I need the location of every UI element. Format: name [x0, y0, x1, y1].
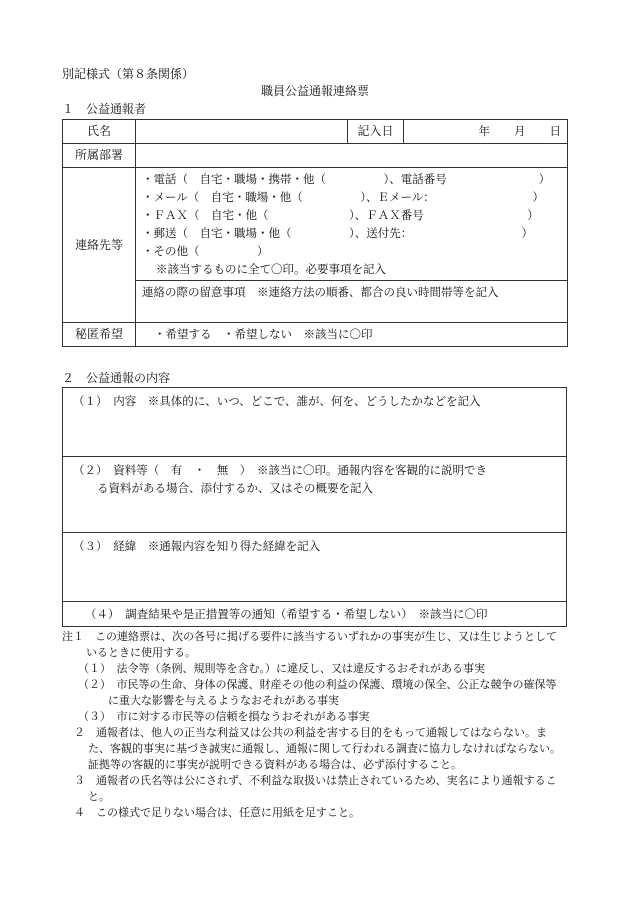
entry-date-label: 記入日 [348, 120, 404, 144]
content-instruction: （１） 内容 ※具体的に、いつ、どこで、誰が、何を、どうしたかなどを記入 [73, 394, 481, 408]
note-4: ４ この様式で足りない場合は、任意に用紙を足すこと。 [74, 806, 360, 819]
note-1: 注１ この連絡票は、次の各号に掲げる要件に該当するいずれかの事実が生じ、又は生じようとしているときに使用する。 [62, 630, 557, 659]
contact-email: ・メール（ 自宅・職場・他（ ）、Ｅメール： ） [142, 190, 545, 204]
dept-field[interactable] [136, 144, 568, 168]
note-1-item-3: （３） 市に対する市民等の信頼を損なうおそれがある事実 [78, 710, 370, 723]
entry-date-field[interactable] [404, 120, 568, 144]
content-box[interactable] [62, 387, 567, 457]
section2-heading: ２ 公益通報の内容 [62, 371, 171, 385]
contact-fax: ・ＦＡＸ（ 自宅・他（ ）、ＦＡＸ番号 ） [142, 208, 539, 222]
materials-instruction [73, 461, 558, 497]
contact-remarks-field[interactable] [136, 281, 568, 323]
secrecy-options-text: ・希望する ・希望しない ※該当に〇印 [154, 327, 373, 342]
contact-methods[interactable] [136, 168, 568, 281]
notification-box[interactable] [62, 601, 567, 627]
secrecy-label: 秘匿希望 [63, 323, 136, 347]
form-label: 別記様式（第８条関係） [62, 67, 195, 81]
notes [62, 629, 567, 821]
dept-label: 所属部署 [63, 144, 136, 168]
note-3: ３ 通報者の氏名等は公にされず、不利益な取扱いは禁止されているため、実名により通報すること。 [74, 774, 557, 803]
section1-heading: １ 公益通報者 [62, 102, 147, 116]
contact-note: ※該当するものに全て〇印。必要事項を記入 [156, 262, 386, 276]
note-1-item-1: （１） 法令等（条例、規則等を含む。）に違反し、又は違反するおそれがある事実 [78, 662, 485, 675]
secrecy-options[interactable] [136, 323, 568, 347]
date-day: 日 [549, 124, 561, 139]
contact-mail: ・郵送（ 自宅・職場・他（ ）、送付先： ） [142, 226, 533, 240]
materials-line2: る資料がある場合、添付するか、又はその概要を記入 [97, 481, 373, 495]
note-2: ２ 通報者は、他人の正当な利益又は公共の利益を害する目的をもって通報してはならない。また、客観的事実に基づき誠実に通報し、通報に関して行われる調査に協力しなければならない。証拠等の客観的に事実が説明できる資料がある場合は、必ず添付すること。 [74, 726, 561, 771]
contact-label: 連絡先等 [63, 168, 136, 323]
materials-line1: （２） 資料等（ 有 ・ 無 ） ※該当に〇印。通報内容を客観的に説明でき [73, 463, 487, 477]
contact-other: ・その他（ ） [142, 244, 269, 258]
date-year: 年 [478, 124, 490, 139]
background-box[interactable] [62, 532, 567, 602]
background-instruction: （３） 経緯 ※通報内容を知り得た経緯を記入 [73, 539, 321, 553]
date-month: 月 [514, 124, 526, 139]
document-title: 職員公益通報連絡票 [260, 84, 369, 98]
contact-phone: ・電話（ 自宅・職場・携帯・他（ ）、電話番号 ） [142, 172, 551, 186]
note-1-item-2: （２） 市民等の生命、身体の保護、財産その他の利益の保護、環境の保全、公正な競争の確保等に重大な影響を与えるようなおそれがある事実 [78, 678, 557, 707]
materials-box[interactable] [62, 456, 567, 533]
contact-remarks-label: 連絡の際の留意事項 ※連絡方法の順番、都合の良い時間帯等を記入 [142, 285, 499, 299]
name-label: 氏名 [63, 120, 136, 144]
reporter-table [62, 119, 568, 347]
name-field[interactable] [136, 120, 348, 144]
notification-instruction: （４） 調査結果や是正措置等の通知（希望する・希望しない） ※該当に〇印 [85, 607, 488, 621]
